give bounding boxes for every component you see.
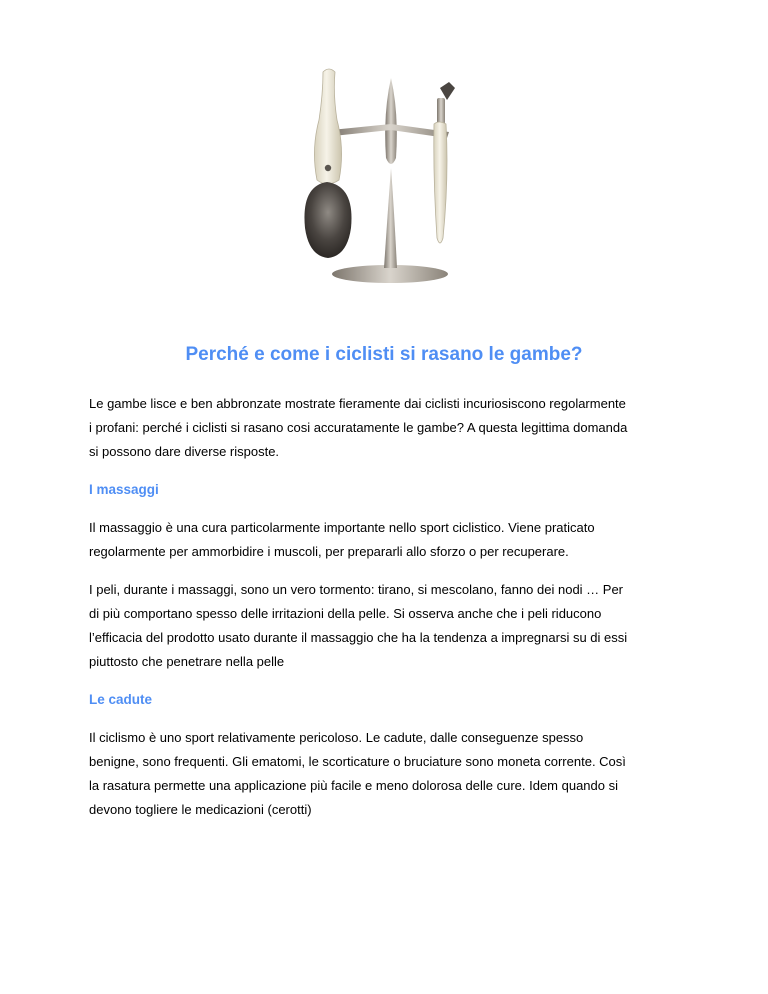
text-line: la rasatura permette una applicazione più facile e meno dolorosa delle cure. Idem quando si — [89, 778, 618, 793]
massaggi-paragraph-2 — [89, 578, 689, 674]
text-line: regolarmente per ammorbidire i muscoli, per prepararli allo sforzo o per recuperare. — [89, 544, 569, 559]
section-heading-cadute: Le cadute — [89, 692, 153, 707]
intro-line-3: si possono dare diverse risposte. — [89, 444, 280, 459]
text-line: I peli, durante i massaggi, sono un vero tormento: tirano, si mescolano, fanno dei nodi … Per — [89, 582, 624, 597]
text-line: piuttosto che penetrare nella pelle — [89, 654, 285, 669]
intro-paragraph — [89, 392, 689, 464]
text-line: Il massaggio è una cura particolarmente importante nello sport ciclistico. Viene praticato — [89, 520, 595, 535]
shaving-set-icon — [287, 58, 467, 293]
text-line: benigne, sono frequenti. Gli ematomi, le scorticature o bruciature sono moneta corrente. Così — [89, 754, 626, 769]
page-title: Perché e come i ciclisti si rasano le gambe? — [185, 344, 583, 365]
text-line: devono togliere le medicazioni (cerotti) — [89, 802, 312, 817]
text-line: di più comportano spesso delle irritazioni della pelle. Si osserva anche che i peli riducono — [89, 606, 602, 621]
intro-line-1: Le gambe lisce e ben abbronzate mostrate fieramente dai ciclisti incuriosiscono regolarmente — [89, 396, 626, 411]
massaggi-paragraph-1 — [89, 516, 689, 564]
section-heading-massaggi: I massaggi — [89, 482, 159, 497]
cadute-paragraph-1 — [89, 726, 689, 822]
intro-line-2: i profani: perché i ciclisti si rasano cosi accuratamente le gambe? A questa legittima domanda — [89, 420, 628, 435]
article-body — [89, 392, 689, 836]
text-line: Il ciclismo è uno sport relativamente pericoloso. Le cadute, dalle conseguenze spesso — [89, 730, 584, 745]
text-line: l’efficacia del prodotto usato durante il massaggio che ha la tendenza a impregnarsi su di essi — [89, 630, 628, 645]
